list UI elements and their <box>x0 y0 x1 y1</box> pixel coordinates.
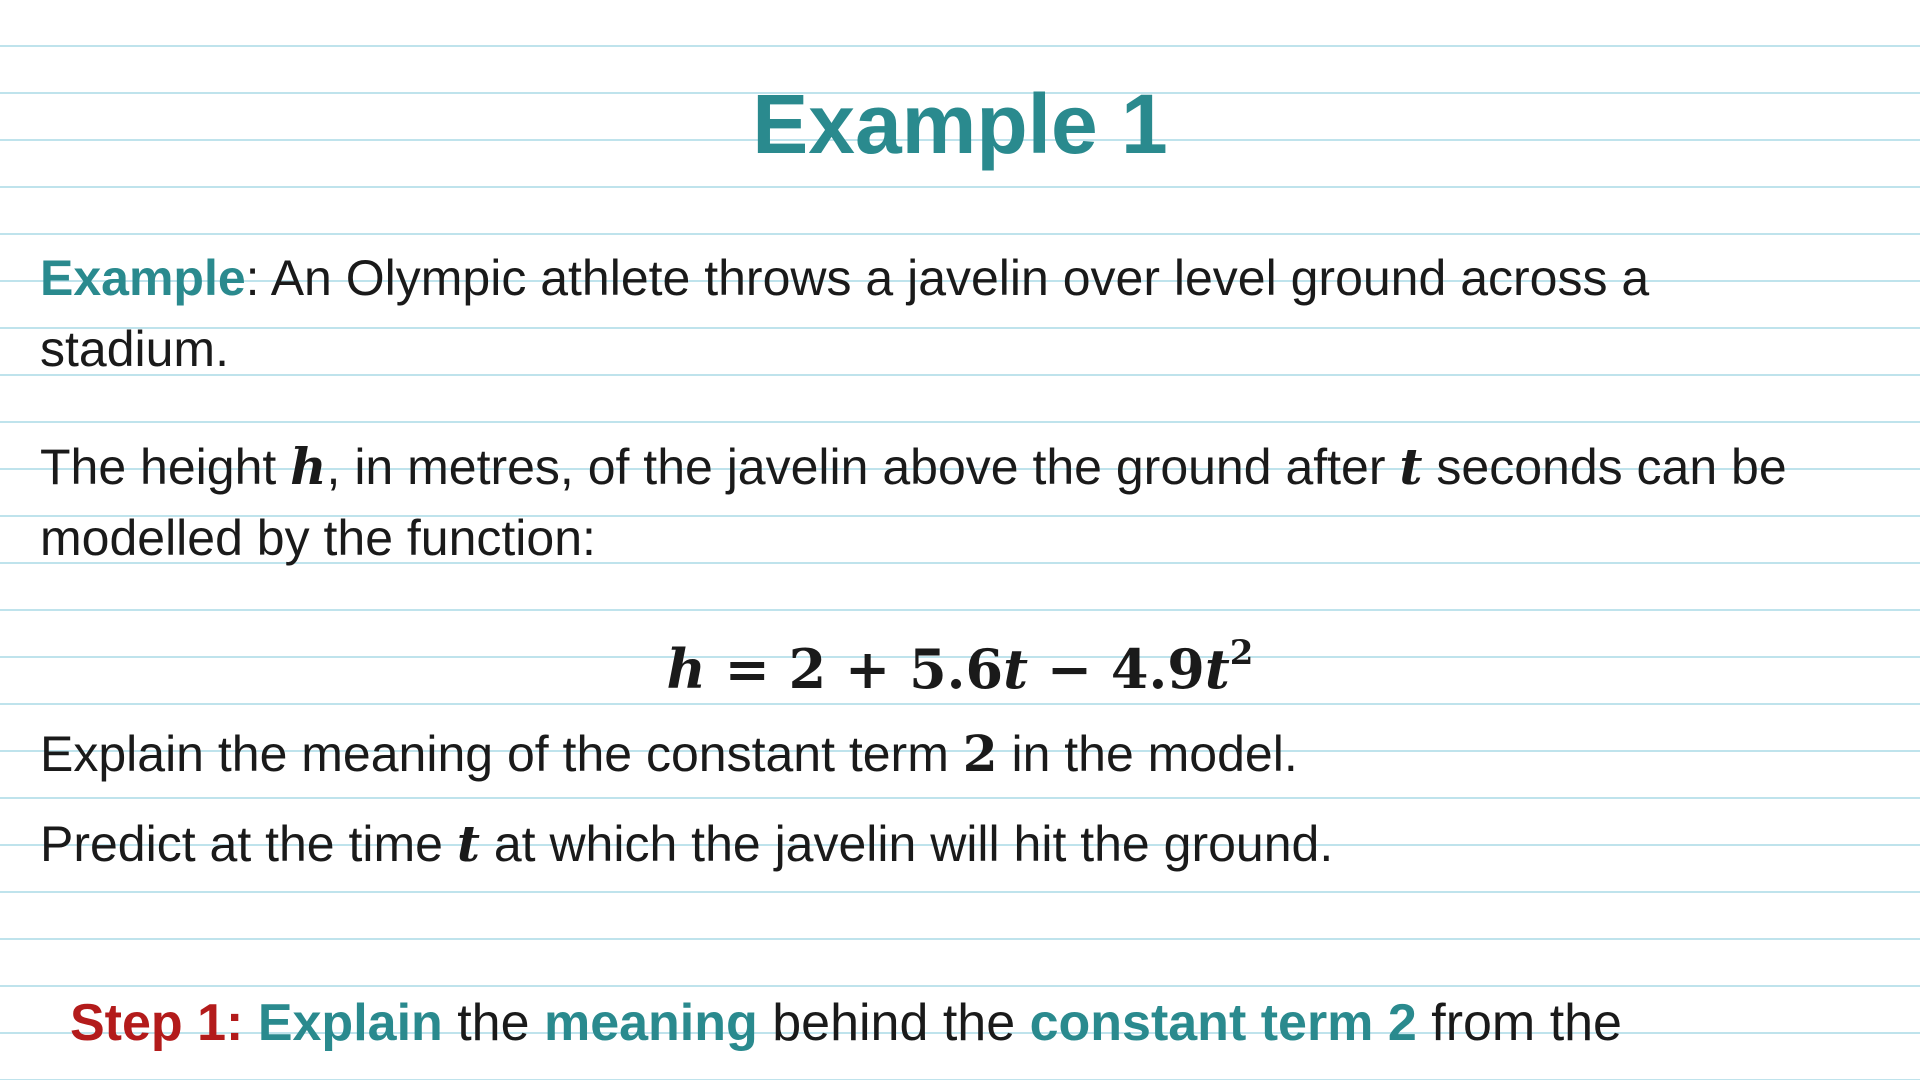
equation-exponent: 2 <box>1229 633 1254 673</box>
equation-constant: 2 <box>788 637 827 701</box>
question1-constant: 2 <box>962 724 998 783</box>
height-text-3: seconds can be modelled by the function: <box>40 439 1787 566</box>
step-1-text-c: from the <box>1416 994 1622 1052</box>
question2-variable-t: t <box>456 814 480 873</box>
step-1-label: Step 1: <box>70 994 244 1052</box>
question1-text-2: in the model. <box>997 726 1298 782</box>
step-1-constant-term: constant term 2 <box>1029 994 1417 1052</box>
variable-t: t <box>1399 437 1423 496</box>
question1-text-1: Explain the meaning of the constant term <box>40 726 963 782</box>
equation-plus: + <box>826 637 910 701</box>
equation-quadratic-t: t <box>1204 637 1230 701</box>
model-equation <box>0 618 1920 705</box>
step-1-explain: Explain <box>257 994 443 1052</box>
question-predict-time <box>40 808 1820 880</box>
variable-h: h <box>290 437 327 496</box>
step-1-text-b: behind the <box>757 994 1030 1052</box>
height-text-1: The height <box>40 439 291 495</box>
equation-linear-coefficient: 5.6 <box>909 637 1004 701</box>
step-1 <box>70 988 1870 1059</box>
equation-quadratic-coefficient: 4.9 <box>1110 637 1205 701</box>
example-intro <box>40 243 1820 385</box>
example-colon: : <box>245 250 260 306</box>
equation-minus: − <box>1028 637 1111 701</box>
question2-text-1: Predict at the time <box>40 816 457 872</box>
step-1-meaning: meaning <box>543 994 758 1052</box>
question-constant-meaning <box>40 718 1820 790</box>
page-title: Example 1 <box>752 77 1168 171</box>
example-text: An Olympic athlete throws a javelin over level ground across a stadium. <box>40 250 1650 377</box>
question2-text-2: at which the javelin will hit the ground. <box>479 816 1334 872</box>
example-label: Example <box>40 250 246 306</box>
equation-lhs: h <box>666 637 706 701</box>
equation-equals: = <box>705 637 789 701</box>
height-description <box>40 431 1820 574</box>
step-1-text-a: the <box>442 994 544 1052</box>
height-text-2: , in metres, of the javelin above the ground after <box>326 439 1400 495</box>
equation-linear-t: t <box>1003 637 1029 701</box>
